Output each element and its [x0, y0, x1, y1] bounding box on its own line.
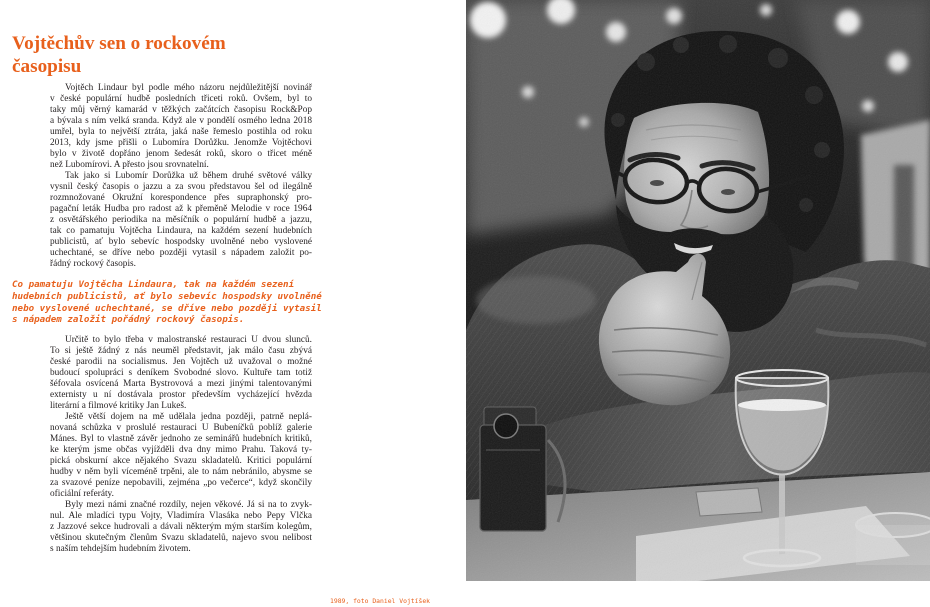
article-title-line: Vojtěchův sen o rockovém: [12, 33, 226, 54]
text-line: 2013, kdy jsme přišli o Lubomíra Dorůžku. Jenomže Vojtěchovi: [50, 138, 312, 148]
text-line: nul. Ale mladíci typu Vojty, Vladimíra Vlasáka nebo Pepy Vlčka: [50, 511, 312, 521]
text-line: v české populární hudbě posledních třiceti roků. Ovšem, byl to: [50, 94, 312, 104]
text-line: šéfovala osvícená Marta Bystrovová a mezi jinými talentovanými: [50, 379, 312, 389]
text-line: pagační leták Hudba pro radost až k přeměně Melodie v roce 1964: [50, 204, 312, 214]
text-line: vysnil český časopis o jazzu a za svou představou šel od ilegálně: [50, 182, 312, 192]
text-line: Mánes. Byl to vlastně závěr jednoho ze seminářů hudebních kritiků,: [50, 434, 312, 444]
text-line: externisty u ní dostávala prostor především vycházející hvězda: [50, 390, 312, 400]
portrait-photo: [466, 0, 930, 581]
text-line: hudby v něm byli víceméně trpěni, ale to nám nebránilo, abysme se: [50, 467, 312, 477]
paragraph: [50, 83, 312, 171]
article-title-line: časopisu: [12, 56, 82, 77]
text-line: řádný rockový časopis.: [50, 259, 136, 269]
pull-quote-line: hudebních publicistů, ať bylo sebevíc hospodsky uvolněné: [12, 290, 322, 302]
pull-quote-line: nebo vyslovené uchechtané, se dříve nebo později vytasil: [12, 302, 322, 314]
text-line: Tak jako si Lubomír Dorůžka už během druhé světové války: [65, 171, 312, 181]
text-line: uchechtané, se dříve nebo později vytasil s nápadem založit po-: [50, 248, 312, 258]
body-text-top: [50, 83, 312, 270]
paragraph: [50, 335, 312, 412]
text-line: bylo v životě dopřáno jenom šedesát roků, skoro o třicet méně: [50, 149, 312, 159]
text-line: Ještě větší dojem na mě udělala jedna později, patrně neplá-: [65, 412, 312, 422]
text-line: s naším tehdejším hudebním životem.: [50, 544, 191, 554]
text-line: ke kterým jsme občas vyjížděli dva dny mimo Prahu. Taková ty-: [50, 445, 312, 455]
text-line: literární a filmové kritiky Jan Lukeš.: [50, 401, 187, 411]
text-line: Určitě to bylo třeba v malostranské restauraci U dvou slunců.: [65, 335, 312, 345]
text-line: Vojtěch Lindaur byl podle mého názoru nejdůležitější novinář: [65, 83, 312, 93]
text-line: tak co pamatuju Vojtěcha Lindaura, na každém sezení hudebních: [50, 226, 312, 236]
text-line: než Lubomírovi. A přesto jsou srovnatelní.: [50, 160, 209, 170]
text-line: umřel, byla to největší ztráta, jaká naše řemeslo postihla od roku: [50, 127, 312, 137]
text-line: a bývala s ním velká sranda. Když ale v pondělí osmého ledna 2018: [50, 116, 312, 126]
paragraph: [50, 171, 312, 270]
text-line: publicistů, ať bylo sebevíc hospodsky uvolněné nebo vyslovené: [50, 237, 312, 247]
text-line: za svazové peníze nepobavili, zejména „po večerce“, když skončily: [50, 478, 312, 488]
text-line: oficiální referáty.: [50, 489, 114, 499]
pull-quote-line: s nápadem založit pořádný rockový časopis.: [12, 314, 245, 326]
text-line: většinou skutečným členům Svazu skladatelů, najevo svou nelibost: [50, 533, 312, 543]
photo: [466, 0, 930, 581]
text-line: Byly mezi námi značné rozdíly, nejen věkové. Já si na to zvyk-: [65, 500, 312, 510]
text-line: české parodii na socialismus. Jen Vojtěch už uvažoval o možné: [50, 357, 312, 367]
film-grain: [466, 0, 930, 581]
article-title: [12, 32, 226, 78]
pull-quote-line: Co pamatuju Vojtěcha Lindaura, tak na každém sezení: [12, 279, 295, 290]
text-line: rozmnožované Okružní korespondence přes supraphonský pro-: [50, 193, 312, 203]
text-line: taky můj věrný kamarád v těžkých začátcích časopisu Rock&Pop: [50, 105, 312, 115]
text-line: budoucí spolupráci s deníkem Svobodné slovo. Kultuře tam totiž: [50, 368, 312, 378]
pull-quote: [12, 279, 352, 326]
paragraph: [50, 412, 312, 500]
paragraph: [50, 500, 312, 555]
text-line: pická obskurní akce nějakého Svazu skladatelů. Kritici populární: [50, 456, 312, 466]
text-line: novaná schůzka v proslulé restauraci U Bubeníčků poblíž galerie: [50, 423, 312, 433]
text-line: z Jazzové sekce hudrovali a dávali některým mým starším kolegům,: [50, 522, 312, 532]
text-line: z osvětářského periodika na měsíčník o populární hudbě a jazzu,: [50, 215, 312, 225]
body-text-bottom: [50, 335, 312, 555]
photo-caption: 1989, foto Daniel Vojtíšek: [330, 597, 431, 605]
text-line: To si ještě žádný z nás neuměl představit, jak málo času zbývá: [50, 346, 312, 356]
